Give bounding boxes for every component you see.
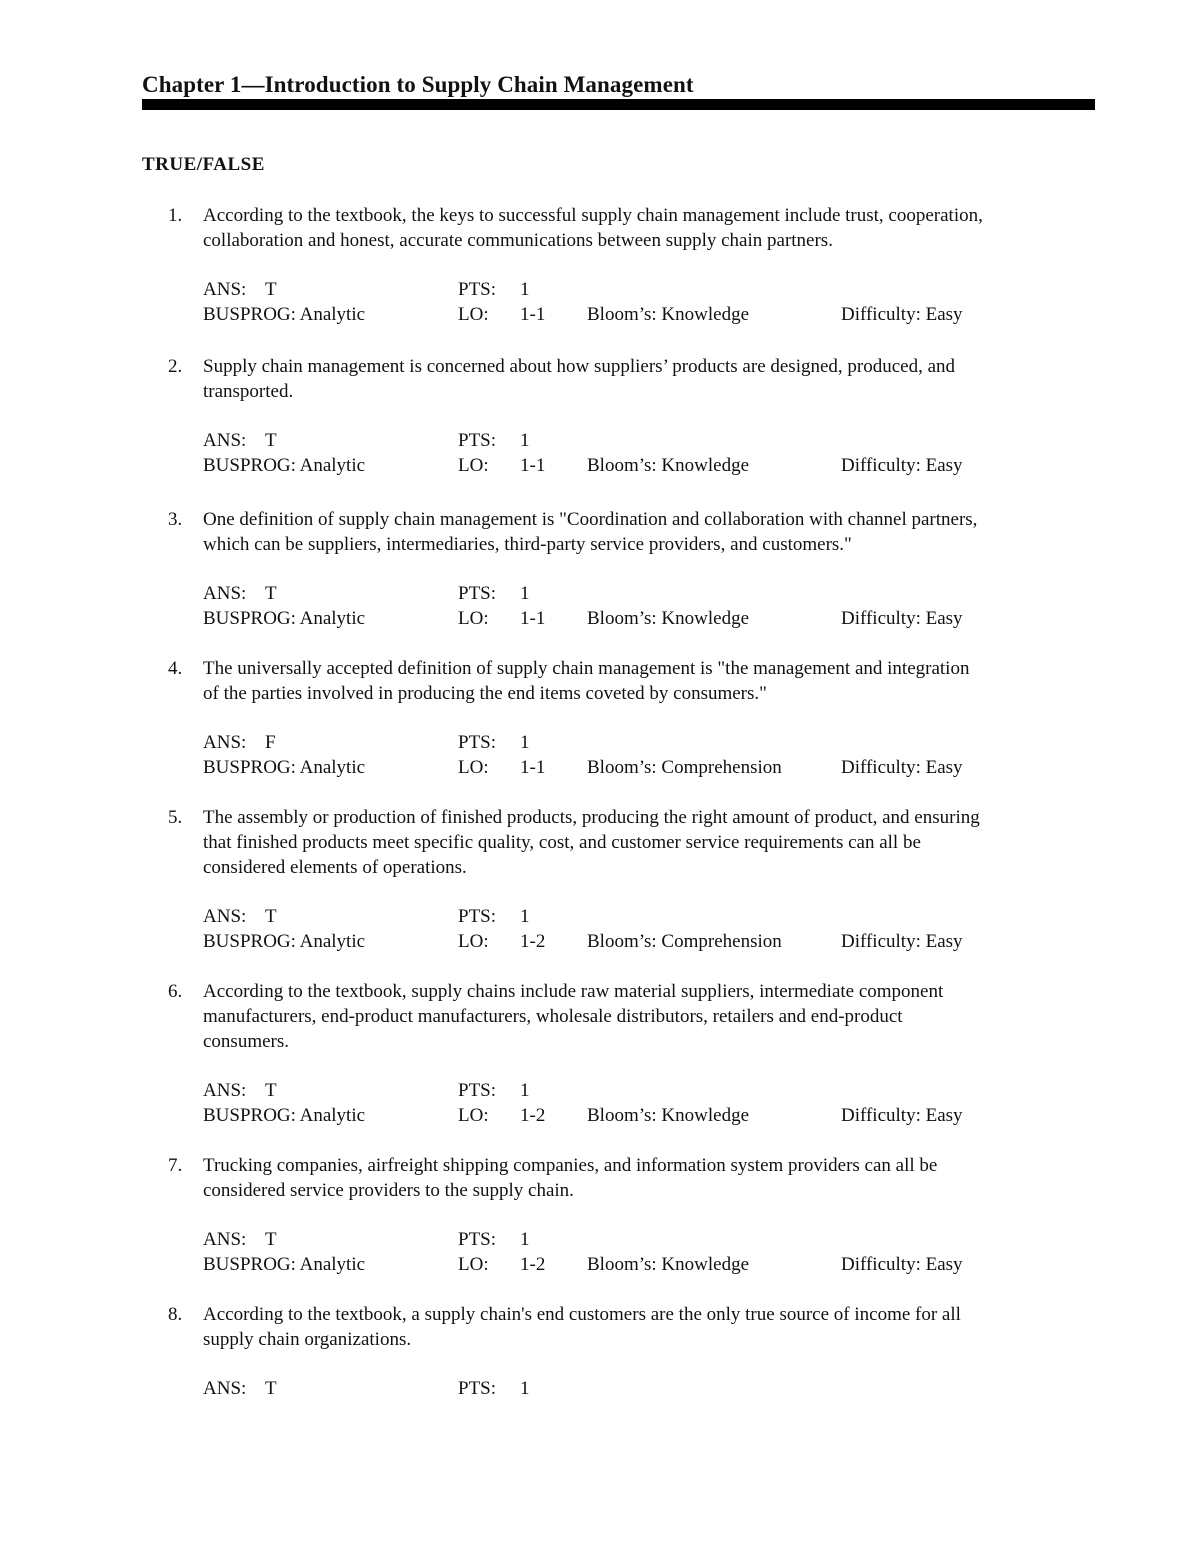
question-text <box>203 507 1103 557</box>
question-text-line: of the parties involved in producing the end items coveted by consumers." <box>203 683 767 704</box>
question-number: 1. <box>168 205 183 226</box>
points-value: 1 <box>520 732 530 753</box>
lo-value: 1-1 <box>520 757 546 778</box>
answer-value: T <box>265 583 277 604</box>
section-heading: TRUE/FALSE <box>142 154 265 175</box>
bloom-value: Bloom’s: Comprehension <box>587 931 782 952</box>
answer-label: ANS: <box>203 732 247 753</box>
question-text-line: The universally accepted definition of supply chain management is "the management and integration <box>203 658 970 679</box>
difficulty-value: Difficulty: Easy <box>841 304 963 325</box>
question-text-line: One definition of supply chain management is "Coordination and collaboration with channel partners, <box>203 509 978 530</box>
lo-label: LO: <box>458 931 489 952</box>
bloom-value: Bloom’s: Knowledge <box>587 304 750 325</box>
answer-value: T <box>265 906 277 927</box>
bloom-value: Bloom’s: Knowledge <box>587 1254 750 1275</box>
lo-value: 1-1 <box>520 608 546 629</box>
lo-label: LO: <box>458 1105 489 1126</box>
bloom-value: Bloom’s: Comprehension <box>587 757 782 778</box>
chapter-title: Chapter 1—Introduction to Supply Chain Management <box>142 72 694 97</box>
points-label: PTS: <box>458 1378 497 1399</box>
question-text-line: Supply chain management is concerned about how suppliers’ products are designed, produced, and <box>203 356 956 377</box>
answer-value: T <box>265 1080 277 1101</box>
bloom-value: Bloom’s: Knowledge <box>587 608 750 629</box>
points-value: 1 <box>520 1229 530 1250</box>
points-value: 1 <box>520 430 530 451</box>
question-number: 5. <box>168 807 183 828</box>
question-text-line: Trucking companies, airfreight shipping companies, and information system providers can all be <box>203 1155 938 1176</box>
points-label: PTS: <box>458 1080 497 1101</box>
question-text <box>203 203 1103 253</box>
answer-value: T <box>265 430 277 451</box>
busprog-value: BUSPROG: Analytic <box>203 1254 366 1275</box>
answer-label: ANS: <box>203 279 247 300</box>
question-text <box>203 1153 1103 1203</box>
difficulty-value: Difficulty: Easy <box>841 1254 963 1275</box>
question-text-line: manufacturers, end-product manufacturers, wholesale distributors, retailers and end-product <box>203 1006 903 1027</box>
difficulty-value: Difficulty: Easy <box>841 608 963 629</box>
question-text <box>203 656 1103 706</box>
answer-value: T <box>265 1229 277 1250</box>
question-text <box>203 354 1103 404</box>
lo-value: 1-2 <box>520 931 546 952</box>
question-text <box>203 805 1103 880</box>
points-label: PTS: <box>458 279 497 300</box>
answer-label: ANS: <box>203 583 247 604</box>
question-number: 7. <box>168 1155 183 1176</box>
question-number: 2. <box>168 356 183 377</box>
lo-label: LO: <box>458 608 489 629</box>
question-text-line: According to the textbook, supply chains include raw material suppliers, intermediate component <box>203 981 944 1002</box>
lo-label: LO: <box>458 757 489 778</box>
question-text-line: The assembly or production of finished products, producing the right amount of product, and ensuring <box>203 807 980 828</box>
question-number: 6. <box>168 981 183 1002</box>
answer-value: T <box>265 1378 277 1399</box>
bloom-value: Bloom’s: Knowledge <box>587 455 750 476</box>
points-value: 1 <box>520 583 530 604</box>
question-text-line: that finished products meet specific quality, cost, and customer service requirements can all be <box>203 832 921 853</box>
lo-label: LO: <box>458 1254 489 1275</box>
points-value: 1 <box>520 906 530 927</box>
lo-value: 1-1 <box>520 304 546 325</box>
question-text-line: transported. <box>203 381 294 402</box>
difficulty-value: Difficulty: Easy <box>841 1105 963 1126</box>
answer-label: ANS: <box>203 1229 247 1250</box>
busprog-value: BUSPROG: Analytic <box>203 1105 366 1126</box>
lo-value: 1-2 <box>520 1254 546 1275</box>
lo-label: LO: <box>458 455 489 476</box>
question-text <box>203 979 1103 1054</box>
question-text-line: supply chain organizations. <box>203 1329 412 1350</box>
points-label: PTS: <box>458 430 497 451</box>
question-text-line: consumers. <box>203 1031 290 1052</box>
lo-value: 1-1 <box>520 455 546 476</box>
question-text-line: According to the textbook, the keys to successful supply chain management include trust, cooperation, <box>203 205 983 226</box>
bloom-value: Bloom’s: Knowledge <box>587 1105 750 1126</box>
question-text-line: considered service providers to the supply chain. <box>203 1180 574 1201</box>
points-label: PTS: <box>458 906 497 927</box>
answer-label: ANS: <box>203 906 247 927</box>
points-value: 1 <box>520 1378 530 1399</box>
question-text-line: considered elements of operations. <box>203 857 467 878</box>
question-number: 8. <box>168 1304 183 1325</box>
busprog-value: BUSPROG: Analytic <box>203 304 366 325</box>
difficulty-value: Difficulty: Easy <box>841 455 963 476</box>
question-text-line: which can be suppliers, intermediaries, third-party service providers, and customers." <box>203 534 852 555</box>
answer-value: F <box>265 732 276 753</box>
difficulty-value: Difficulty: Easy <box>841 757 963 778</box>
question-number: 3. <box>168 509 183 530</box>
busprog-value: BUSPROG: Analytic <box>203 608 366 629</box>
lo-value: 1-2 <box>520 1105 546 1126</box>
busprog-value: BUSPROG: Analytic <box>203 757 366 778</box>
answer-label: ANS: <box>203 1080 247 1101</box>
points-value: 1 <box>520 1080 530 1101</box>
question-number: 4. <box>168 658 183 679</box>
answer-value: T <box>265 279 277 300</box>
points-label: PTS: <box>458 583 497 604</box>
points-label: PTS: <box>458 1229 497 1250</box>
busprog-value: BUSPROG: Analytic <box>203 455 366 476</box>
points-label: PTS: <box>458 732 497 753</box>
question-text-line: collaboration and honest, accurate communications between supply chain partners. <box>203 230 833 251</box>
busprog-value: BUSPROG: Analytic <box>203 931 366 952</box>
answer-label: ANS: <box>203 430 247 451</box>
points-value: 1 <box>520 279 530 300</box>
answer-label: ANS: <box>203 1378 247 1399</box>
question-text-line: According to the textbook, a supply chain's end customers are the only true source of income for all <box>203 1304 961 1325</box>
difficulty-value: Difficulty: Easy <box>841 931 963 952</box>
lo-label: LO: <box>458 304 489 325</box>
question-text <box>203 1302 1103 1352</box>
